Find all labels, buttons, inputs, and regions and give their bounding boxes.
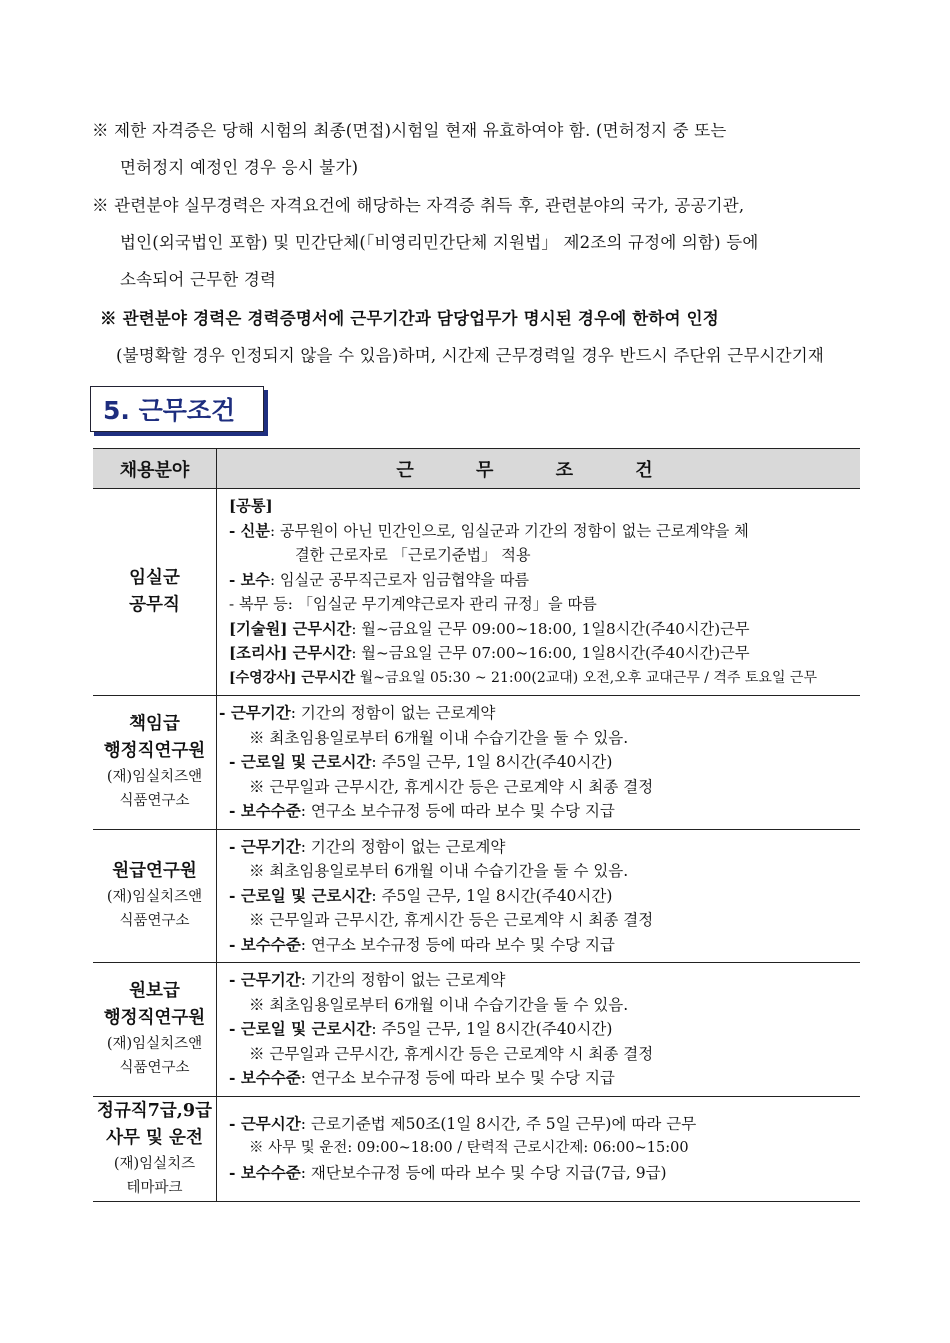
- line-text: : 연구소 보수규정 등에 따라 보수 및 수당 지급: [300, 935, 615, 954]
- line-text: : 월~금요일 근무 09:00~18:00, 1일8시간(주40시간)근무: [351, 619, 750, 638]
- section-title: 5. 근무조건: [103, 396, 236, 425]
- line-text: : 주5일 근무, 1일 8시간(주40시간): [371, 753, 613, 771]
- note-text: 면허정지 예정인 경우 응시 불가): [120, 158, 359, 177]
- table-row: [93, 829, 860, 963]
- header-conditions: 근 무 조 건: [217, 449, 861, 489]
- line-bold: - 보수수준: [229, 934, 301, 954]
- line-text: : 월~금요일 근무 07:00~16:00, 1일8시간(주40시간)근무: [351, 644, 750, 662]
- line-text: ※ 근무일과 근무시간, 휴게시간 등은 근로계약 시 최종 결정: [249, 1044, 654, 1063]
- line-text: : 임실군 공무직근로자 임금협약을 따름: [269, 570, 530, 589]
- org-label: 식품연구소: [119, 793, 190, 810]
- org-label: 테마파크: [126, 1179, 183, 1196]
- org-label: 식품연구소: [119, 1060, 190, 1077]
- line-bold: - 근무기간: [229, 836, 301, 856]
- note-text: ※ 관련분야 실무경력은 자격요건에 해당하는 자격증 취득 후, 관련분야의 국가, 공공기관,: [92, 196, 745, 215]
- category-label: 임실군: [129, 568, 180, 588]
- line-text: : 기간의 정함이 없는 근로계약: [300, 837, 506, 856]
- org-label: 식품연구소: [119, 913, 190, 930]
- table-row: [93, 696, 860, 830]
- line-bold: [수영강사] 근무시간: [229, 669, 356, 686]
- conditions-cell: [217, 489, 861, 696]
- line-text: : 공무원이 아닌 민간인으로, 임실군과 기간의 정함이 없는 근로계약을 체: [269, 521, 749, 540]
- note-experience-certificate: [100, 300, 870, 374]
- conditions-cell: [217, 1096, 861, 1201]
- line-text: : 기간의 정함이 없는 근로계약: [300, 971, 506, 989]
- line-text: : 주5일 근무, 1일 8시간(주40시간): [371, 1020, 613, 1038]
- category-cell: [93, 489, 217, 696]
- line-text: - 복무 등: 「임실군 무기계약근로자 관리 규정」을 따름: [229, 595, 597, 613]
- line-text: ※ 최초임용일로부터 6개월 이내 수습기간을 둘 수 있음.: [249, 862, 629, 880]
- category-label: 공무직: [129, 595, 180, 615]
- org-label: (재)임실치즈앤: [106, 889, 203, 906]
- line-text: ※ 최초임용일로부터 6개월 이내 수습기간을 둘 수 있음.: [249, 728, 629, 747]
- org-label: (재)임실치즈: [113, 1155, 196, 1172]
- note-related-experience: [92, 187, 862, 298]
- line-text: ※ 최초임용일로부터 6개월 이내 수습기간을 둘 수 있음.: [249, 995, 629, 1014]
- line-bold: - 보수수준: [229, 801, 301, 820]
- line-text: : 근로기준법 제50조(1일 8시간, 주 5일 근무)에 따라 근무: [300, 1114, 697, 1133]
- category-label: 책임급: [129, 714, 180, 735]
- note-text: (불명확할 경우 인정되지 않을 수 있음)하며, 시간제 근무경력일 경우 반드시 주단위 근무시간기재: [116, 346, 825, 365]
- line-text: 결한 근로자로 「근로기준법」 적용: [295, 546, 531, 564]
- category-label: 행정직연구원: [103, 741, 206, 762]
- note-text: ※ 관련분야 경력은 경력증명서에 근무기간과 담당업무가 명시된 경우에 한하여 인정: [100, 309, 719, 328]
- category-label: 원급연구원: [112, 861, 197, 882]
- header-field: 채용분야: [93, 449, 217, 489]
- line-bold: - 근로일 및 근로시간: [229, 885, 372, 905]
- note-text: 법인(외국법인 포함) 및 민간단체(「비영리민간단체 지원법」 제2조의 규정에 의함) 등에: [120, 233, 759, 252]
- line-bold: - 보수수준: [229, 1068, 301, 1087]
- category-cell: [93, 963, 217, 1097]
- line-bold: - 보수수준: [229, 1162, 301, 1182]
- table-row: [93, 1096, 860, 1201]
- org-label: (재)임실치즈앤: [106, 1036, 203, 1053]
- line-text: ※ 사무 및 운전: 09:00~18:00 / 탄력적 근로시간제: 06:00~15:00: [249, 1140, 689, 1157]
- line-bold: [공통]: [229, 497, 273, 515]
- line-text: 월~금요일 05:30 ~ 21:00(2교대) 오전,오후 교대근무 / 격주 토요일 근무: [355, 669, 817, 686]
- category-label: 사무 및 운전: [106, 1127, 203, 1148]
- line-text: : 기간의 정함이 없는 근로계약: [290, 704, 496, 722]
- line-text: : 재단보수규정 등에 따라 보수 및 수당 지급(7급, 9급): [300, 1163, 667, 1182]
- line-bold: - 근무시간: [229, 1113, 301, 1133]
- category-cell: [93, 829, 217, 963]
- line-bold: - 근로일 및 근로시간: [229, 752, 372, 771]
- category-label: 원보급: [129, 981, 180, 1002]
- line-text: : 연구소 보수규정 등에 따라 보수 및 수당 지급: [300, 802, 615, 820]
- category-label: 행정직연구원: [103, 1008, 206, 1029]
- line-text: : 주5일 근무, 1일 8시간(주40시간): [371, 886, 613, 905]
- conditions-cell: [217, 829, 861, 963]
- table-row: [93, 963, 860, 1097]
- category-label: 정규직7급,9급: [97, 1100, 212, 1121]
- note-text: 소속되어 근무한 경력: [120, 270, 277, 289]
- line-text: ※ 근무일과 근무시간, 휴게시간 등은 근로계약 시 최종 결정: [249, 911, 654, 929]
- line-bold: [조리사] 근무시간: [229, 644, 352, 662]
- table-row: [93, 489, 860, 696]
- category-cell: [93, 1096, 217, 1201]
- line-bold: - 근무기간: [219, 703, 291, 722]
- line-bold: - 근무기간: [229, 970, 301, 989]
- line-bold: - 근로일 및 근로시간: [229, 1019, 372, 1038]
- note-text: ※ 제한 자격증은 당해 시험의 최종(면접)시험일 현재 유효하여야 함. (면허정지 중 또는: [92, 121, 727, 140]
- work-conditions-table: [93, 448, 860, 1202]
- org-label: (재)임실치즈앤: [106, 769, 203, 786]
- line-text: ※ 근무일과 근무시간, 휴게시간 등은 근로계약 시 최종 결정: [249, 777, 654, 796]
- conditions-cell: [217, 696, 861, 830]
- section-title-box: [90, 386, 264, 432]
- line-bold: - 보수: [229, 570, 270, 589]
- conditions-cell: [217, 963, 861, 1097]
- line-bold: - 신분: [229, 521, 270, 540]
- line-bold: [기술원] 근무시간: [229, 619, 352, 638]
- line-text: : 연구소 보수규정 등에 따라 보수 및 수당 지급: [300, 1069, 615, 1087]
- note-license-validity: [92, 112, 862, 186]
- category-cell: [93, 696, 217, 830]
- table-header-row: [93, 449, 860, 489]
